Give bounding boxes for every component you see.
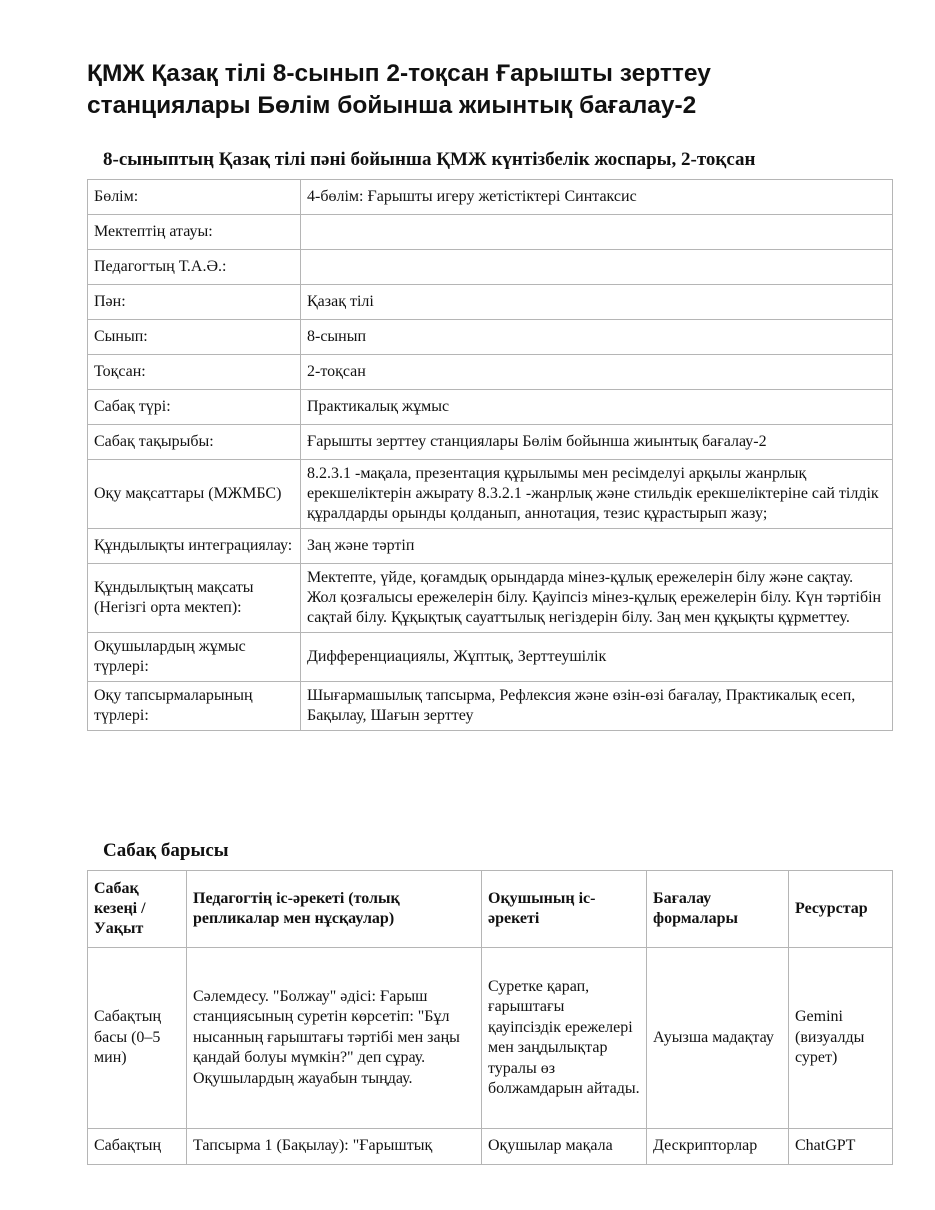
header-stage: Сабақ кезеңі / Уақыт (88, 871, 187, 948)
resources-cell: ChatGPT (789, 1129, 893, 1165)
row-label: Құндылықтың мақсаты (Негізгі орта мектеп): (88, 564, 301, 633)
lesson-flow-table (87, 870, 893, 1165)
row-label: Мектептің атауы: (88, 215, 301, 250)
row-value: Шығармашылық тапсырма, Рефлексия және өзін-өзі бағалау, Практикалық есеп, Бақылау, Шағын зерттеу (301, 682, 893, 731)
table-row (88, 948, 893, 1129)
row-label: Сынып: (88, 320, 301, 355)
stage-cell: Сабақтың (88, 1129, 187, 1165)
header-assessment: Бағалау формалары (647, 871, 789, 948)
table-row (88, 564, 893, 633)
row-value: Практикалық жұмыс (301, 390, 893, 425)
teacher-activity-cell: Сәлемдесу. "Болжау" әдісі: Ғарыш станциясының суретін көрсетіп: "Бұл нысанның ғарыштағы тәртібі мен заңы қандай болуы мүмкін?" деп сұрау. Оқушылардың жауабын тыңдау. (187, 948, 482, 1129)
table-row (88, 355, 893, 390)
row-label: Тоқсан: (88, 355, 301, 390)
student-activity-cell: Суретке қарап, ғарыштағы қауіпсіздік ережелері мен заңдылықтар туралы өз болжамдарын айтады. (482, 948, 647, 1129)
student-activity-cell: Оқушылар мақала (482, 1129, 647, 1165)
row-label: Құндылықты интеграциялау: (88, 529, 301, 564)
row-label: Сабақ тақырыбы: (88, 425, 301, 460)
header-resources: Ресурстар (789, 871, 893, 948)
row-label: Оқу тапсырмаларының түрлері: (88, 682, 301, 731)
row-label: Оқу мақсаттары (МЖМБС) (88, 460, 301, 529)
row-value: Заң және тәртіп (301, 529, 893, 564)
row-value: 4-бөлім: Ғарышты игеру жетістіктері Синтаксис (301, 180, 893, 215)
resources-cell: Gemini (визуалды сурет) (789, 948, 893, 1129)
table-row (88, 285, 893, 320)
table-row (88, 390, 893, 425)
row-value: Қазақ тілі (301, 285, 893, 320)
row-label: Педагогтың Т.А.Ә.: (88, 250, 301, 285)
row-label: Оқушылардың жұмыс түрлері: (88, 633, 301, 682)
table-row (88, 460, 893, 529)
teacher-activity-cell: Тапсырма 1 (Бақылау): "Ғарыштық (187, 1129, 482, 1165)
assessment-cell: Ауызша мадақтау (647, 948, 789, 1129)
row-value (301, 250, 893, 285)
table-row (88, 425, 893, 460)
row-value (301, 215, 893, 250)
row-label: Бөлім: (88, 180, 301, 215)
plan-heading: 8-сыныптың Қазақ тілі пәні бойынша ҚМЖ күнтізбелік жоспары, 2-тоқсан (103, 149, 756, 170)
row-value: 8.2.3.1 -мақала, презентация құрылымы мен ресімделуі арқылы жанрлық ерекшеліктерін ажырату 8.3.2.1 -жанрлық және стильдік ерекшеліктеріне сай тілдік құралдарды орынды қолданып, аннотация, тезис құрастырып жазу; (301, 460, 893, 529)
row-value: 2-тоқсан (301, 355, 893, 390)
assessment-cell: Дескрипторлар (647, 1129, 789, 1165)
table-row (88, 529, 893, 564)
stage-cell: Сабақтың басы (0–5 мин) (88, 948, 187, 1129)
header-teacher-activity: Педагогтің іс-әрекеті (толық репликалар мен нұсқаулар) (187, 871, 482, 948)
table-row (88, 1129, 893, 1165)
row-value: 8-сынып (301, 320, 893, 355)
row-value: Дифференциациялы, Жұптық, Зерттеушілік (301, 633, 893, 682)
table-row (88, 320, 893, 355)
row-value: Ғарышты зерттеу станциялары Бөлім бойынша жиынтық бағалау-2 (301, 425, 893, 460)
table-row (88, 180, 893, 215)
table-row (88, 633, 893, 682)
row-label: Сабақ түрі: (88, 390, 301, 425)
row-value: Мектепте, үйде, қоғамдық орындарда мінез-құлық ережелерін білу және сақтау. Жол қозғалысы ережелерін білу. Қауіпсіз мінез-құлық ережелерін білу. Күн тәртібін сақтай білу. Құқықтық сауаттылық негіздерін білу. Заң мен құқықты құрметтеу. (301, 564, 893, 633)
table-row (88, 215, 893, 250)
lesson-plan-table (87, 179, 893, 731)
lesson-flow-heading: Сабақ барысы (103, 840, 229, 861)
table-row (88, 250, 893, 285)
table-row (88, 682, 893, 731)
row-label: Пән: (88, 285, 301, 320)
header-student-activity: Оқушының іс-әрекеті (482, 871, 647, 948)
table-header-row (88, 871, 893, 948)
document-title: ҚМЖ Қазақ тілі 8-сынып 2-тоқсан Ғарышты зерттеу станциялары Бөлім бойынша жиынтық бағалау-2 (87, 60, 711, 119)
